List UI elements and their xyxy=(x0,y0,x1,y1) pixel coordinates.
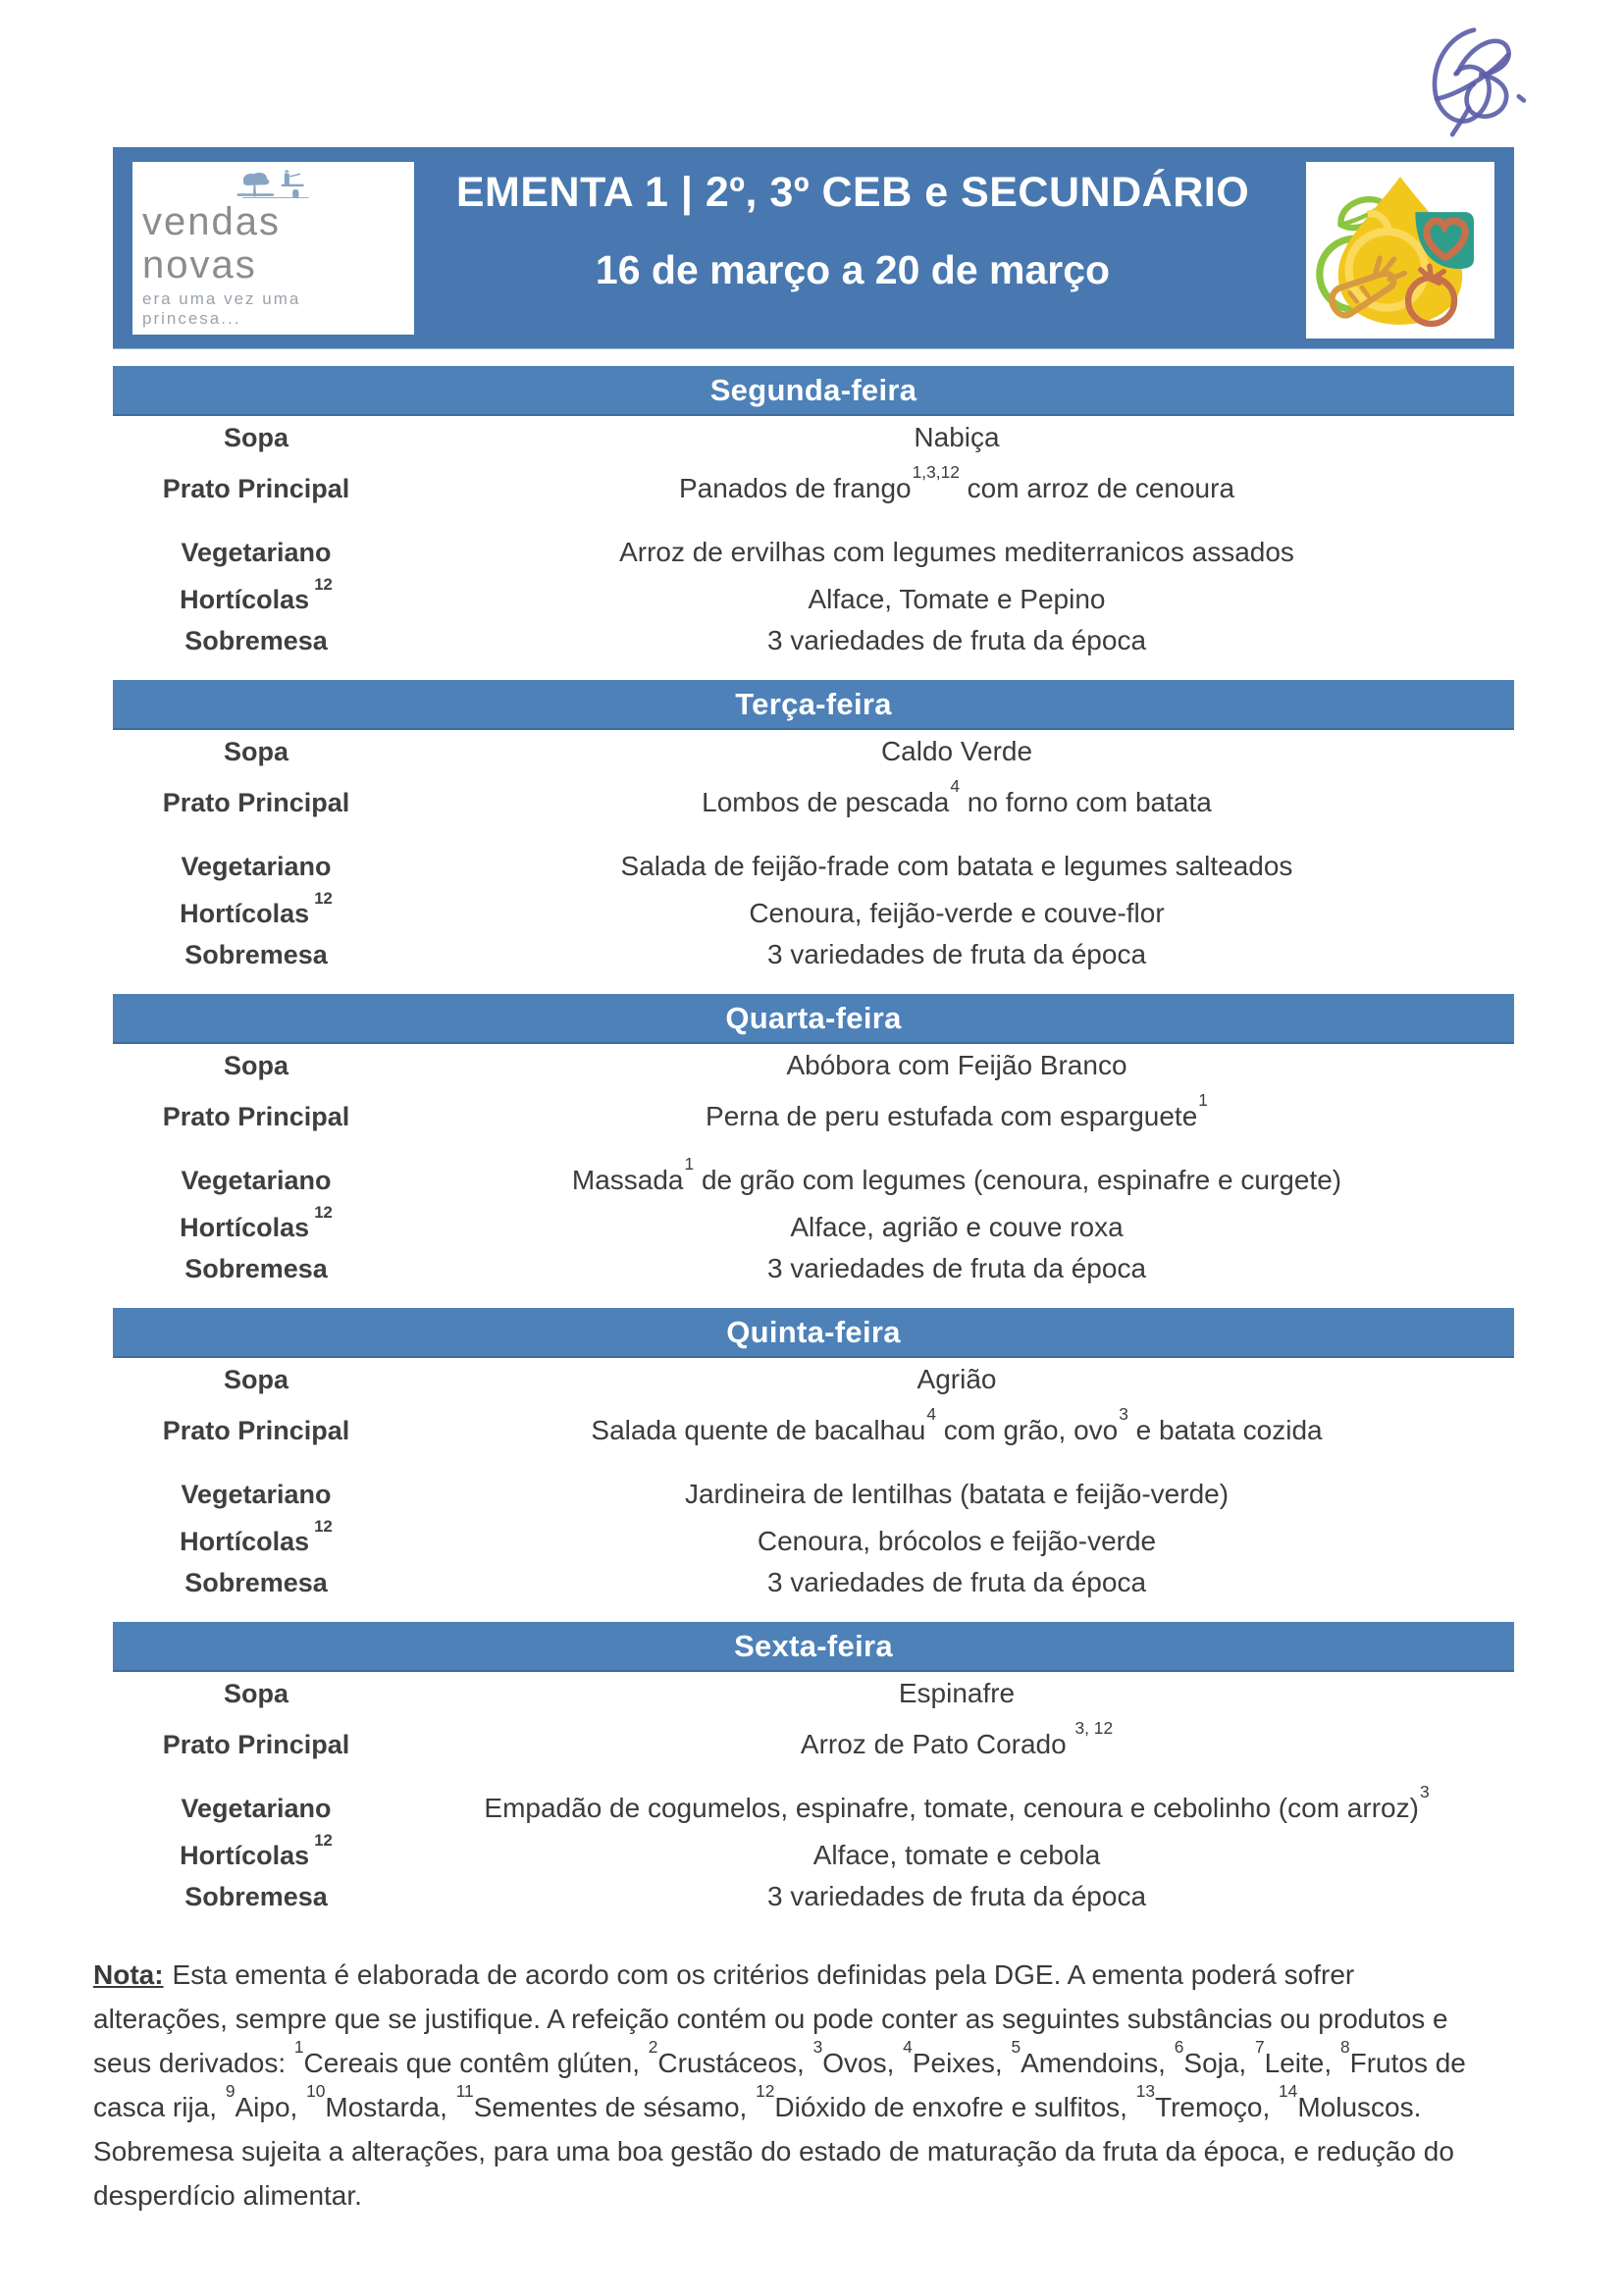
allergen-superscript: 13 xyxy=(1135,2081,1156,2102)
row-value: Agrião xyxy=(916,1364,997,1394)
menu-row xyxy=(113,737,1514,766)
row-value: 3 variedades de fruta da época xyxy=(766,1253,1147,1283)
row-value: Lombos de pescada$^4$ no forno com batata xyxy=(702,776,1212,817)
day-section xyxy=(113,994,1514,1308)
allergen-superscript: 4 xyxy=(950,776,960,797)
note-body: Esta ementa é elaborada de acordo com os critérios definidas pela DGE. A ementa poderá sofrer alterações, sempre que se justifique. A refeição contém ou pode conter as seguintes substâncias ou produtos e seus derivados: $^1$Cereais que contêm glúten, $^2$Crustáceos, $^3$Ovos, $^4$Peixes, $^5$Amendoins, $^6$Soja, $^7$Leite, $^8$Frutos de casca rija, $^9$Aipo, $^{10}$Mostarda, $^{11}$Sementes de sésamo, $^{12}$Dióxido de enxofre e sulfitos, $^{13}$Tremoço, $^{14}$Moluscos. Sobremesa sujeita a alterações, para uma boa gestão do estado de maturação da fruta da época, e redução do desperdício alimentar. xyxy=(93,1959,1466,2211)
row-value: Espinafre xyxy=(898,1678,1016,1708)
menu-row xyxy=(113,1365,1514,1394)
signature-icon xyxy=(1421,12,1529,151)
row-label: Vegetariano xyxy=(181,1166,332,1195)
row-label: Hortícolas$^{12}$ xyxy=(180,1202,333,1242)
row-label: Prato Principal xyxy=(162,474,350,503)
allergen-superscript: 9 xyxy=(225,2081,236,2102)
row-label: Sobremesa xyxy=(184,1882,328,1911)
menu-row xyxy=(113,1202,1514,1242)
menu-row xyxy=(113,1679,1514,1708)
day-name: Terça-feira xyxy=(735,686,892,721)
row-label: Prato Principal xyxy=(162,788,350,817)
menu-row xyxy=(113,852,1514,881)
row-label: Hortícolas$^{12}$ xyxy=(180,1830,333,1870)
menu-row xyxy=(113,1882,1514,1911)
menu-row xyxy=(113,1404,1514,1445)
day-header-bar xyxy=(113,994,1514,1044)
banner-titles xyxy=(427,147,1279,348)
allergen-superscript: 3 xyxy=(1419,1782,1430,1802)
row-value: Cenoura, brócolos e feijão-verde xyxy=(757,1526,1157,1556)
menu-row xyxy=(113,1568,1514,1597)
day-section xyxy=(113,680,1514,994)
row-value: 3 variedades de fruta da época xyxy=(766,1567,1147,1597)
row-label: Vegetariano xyxy=(181,852,332,881)
row-value: 3 variedades de fruta da época xyxy=(766,625,1147,655)
row-label: Sopa xyxy=(223,1365,288,1394)
menu-row xyxy=(113,1830,1514,1870)
row-value: 3 variedades de fruta da época xyxy=(766,939,1147,969)
row-label: Prato Principal xyxy=(162,1102,350,1131)
row-value: Abóbora com Feijão Branco xyxy=(786,1050,1127,1080)
note-label: Nota: xyxy=(93,1959,164,1990)
row-value: Alface, tomate e cebola xyxy=(812,1840,1101,1870)
row-label: Hortícolas$^{12}$ xyxy=(180,1516,333,1556)
menu-row xyxy=(113,1254,1514,1283)
row-value: Caldo Verde xyxy=(880,736,1033,766)
row-value: Salada quente de bacalhau$^4$ com grão, ovo$^3$ e batata cozida xyxy=(591,1404,1323,1445)
allergen-superscript: 3 xyxy=(1119,1404,1128,1425)
row-label: Sopa xyxy=(223,1679,288,1708)
row-value: Empadão de cogumelos, espinafre, tomate, cenoura e cebolinho (com arroz)$^3$ xyxy=(484,1782,1430,1823)
allergen-superscript: 3 xyxy=(812,2037,823,2058)
menu-row xyxy=(113,1051,1514,1080)
menu-row xyxy=(113,538,1514,567)
allergen-superscript: 1 xyxy=(1198,1090,1208,1111)
row-value: 3 variedades de fruta da época xyxy=(766,1881,1147,1911)
row-value: Arroz de Pato Corado $^{3, 12}$ xyxy=(800,1718,1114,1759)
row-label: Prato Principal xyxy=(162,1416,350,1445)
allergen-superscript: 3, 12 xyxy=(1074,1718,1114,1739)
day-section xyxy=(113,366,1514,680)
healthy-food-logo xyxy=(1306,162,1494,339)
allergen-superscript: 2 xyxy=(648,2037,658,2058)
menu-title: EMENTA 1 | 2º, 3º CEB e SECUNDÁRIO xyxy=(455,169,1250,216)
allergen-superscript: 12 xyxy=(314,1202,333,1222)
healthy-food-drop-icon xyxy=(1312,168,1489,333)
day-header-bar xyxy=(113,680,1514,730)
allergen-superscript: 12 xyxy=(314,1516,333,1536)
allergen-superscript: 12 xyxy=(314,574,333,594)
vendas-novas-logo xyxy=(132,162,414,335)
allergen-superscript: 10 xyxy=(306,2081,326,2102)
menu-row xyxy=(113,1516,1514,1556)
day-name: Sexta-feira xyxy=(734,1628,893,1663)
allergen-superscript: 8 xyxy=(1339,2037,1350,2058)
allergen-superscript: 5 xyxy=(1011,2037,1021,2058)
row-value: Cenoura, feijão-verde e couve-flor xyxy=(749,898,1165,928)
allergen-superscript: 11 xyxy=(455,2081,474,2102)
header-banner xyxy=(113,147,1514,348)
day-section xyxy=(113,1622,1514,1936)
row-value: Alface, agrião e couve roxa xyxy=(790,1212,1124,1242)
town-logo-name: vendas novas xyxy=(142,200,281,287)
allergen-superscript: 12 xyxy=(314,888,333,908)
row-value: Arroz de ervilhas com legumes mediterranicos assados xyxy=(619,537,1294,567)
row-label: Vegetariano xyxy=(181,1480,332,1509)
row-label: Sobremesa xyxy=(184,940,328,969)
row-label: Hortícolas$^{12}$ xyxy=(180,888,333,928)
menu-row xyxy=(113,940,1514,969)
menu-date-range: 16 de março a 20 de março xyxy=(595,247,1111,292)
row-label: Sobremesa xyxy=(184,1568,328,1597)
menu-row xyxy=(113,574,1514,614)
day-name: Segunda-feira xyxy=(709,372,917,407)
allergen-superscript: 1,3,12 xyxy=(912,462,960,483)
allergen-superscript: 14 xyxy=(1279,2081,1298,2102)
menu-row xyxy=(113,776,1514,817)
allergen-superscript: 6 xyxy=(1174,2037,1184,2058)
day-header-bar xyxy=(113,366,1514,416)
town-logo-tagline: era uma vez uma princesa... xyxy=(142,289,301,328)
town-church-tree-illustration-icon xyxy=(158,168,389,198)
weekly-menu xyxy=(113,366,1514,1936)
row-value: Perna de peru estufada com esparguete$^1$ xyxy=(706,1090,1208,1131)
day-header-bar xyxy=(113,1308,1514,1358)
row-label: Sobremesa xyxy=(184,1254,328,1283)
row-label: Vegetariano xyxy=(181,1794,332,1823)
menu-row xyxy=(113,462,1514,503)
allergen-superscript: 1 xyxy=(293,2037,304,2058)
menu-row xyxy=(113,1718,1514,1759)
row-value: Panados de frango$^{1,3,12}$ com arroz de cenoura xyxy=(678,462,1235,503)
menu-row xyxy=(113,1480,1514,1509)
row-label: Vegetariano xyxy=(181,538,332,567)
row-label: Sopa xyxy=(223,737,288,766)
row-value: Massada$^1$ de grão com legumes (cenoura, espinafre e curgete) xyxy=(571,1154,1342,1195)
allergen-superscript: 12 xyxy=(314,1830,333,1850)
allergen-superscript: 7 xyxy=(1255,2037,1265,2058)
row-label: Sopa xyxy=(223,423,288,452)
row-label: Sopa xyxy=(223,1051,288,1080)
day-header-bar xyxy=(113,1622,1514,1672)
allergen-superscript: 12 xyxy=(756,2081,775,2102)
menu-row xyxy=(113,626,1514,655)
row-label: Prato Principal xyxy=(162,1730,350,1759)
allergen-superscript: 4 xyxy=(903,2037,913,2058)
row-value: Alface, Tomate e Pepino xyxy=(808,584,1106,614)
menu-row xyxy=(113,888,1514,928)
row-value: Jardineira de lentilhas (batata e feijão-verde) xyxy=(684,1479,1230,1509)
menu-row xyxy=(113,1782,1514,1823)
row-label: Hortícolas$^{12}$ xyxy=(180,574,333,614)
menu-row xyxy=(113,1090,1514,1131)
menu-row xyxy=(113,1154,1514,1195)
day-name: Quinta-feira xyxy=(726,1314,901,1349)
row-label: Sobremesa xyxy=(184,626,328,655)
row-value: Nabiça xyxy=(914,422,1000,452)
allergen-superscript: 4 xyxy=(926,1404,937,1425)
day-name: Quarta-feira xyxy=(725,1000,902,1035)
allergen-note xyxy=(93,1953,1475,2218)
menu-row xyxy=(113,423,1514,452)
day-section xyxy=(113,1308,1514,1622)
row-value: Salada de feijão-frade com batata e legumes salteados xyxy=(620,851,1293,881)
allergen-superscript: 1 xyxy=(684,1154,695,1174)
